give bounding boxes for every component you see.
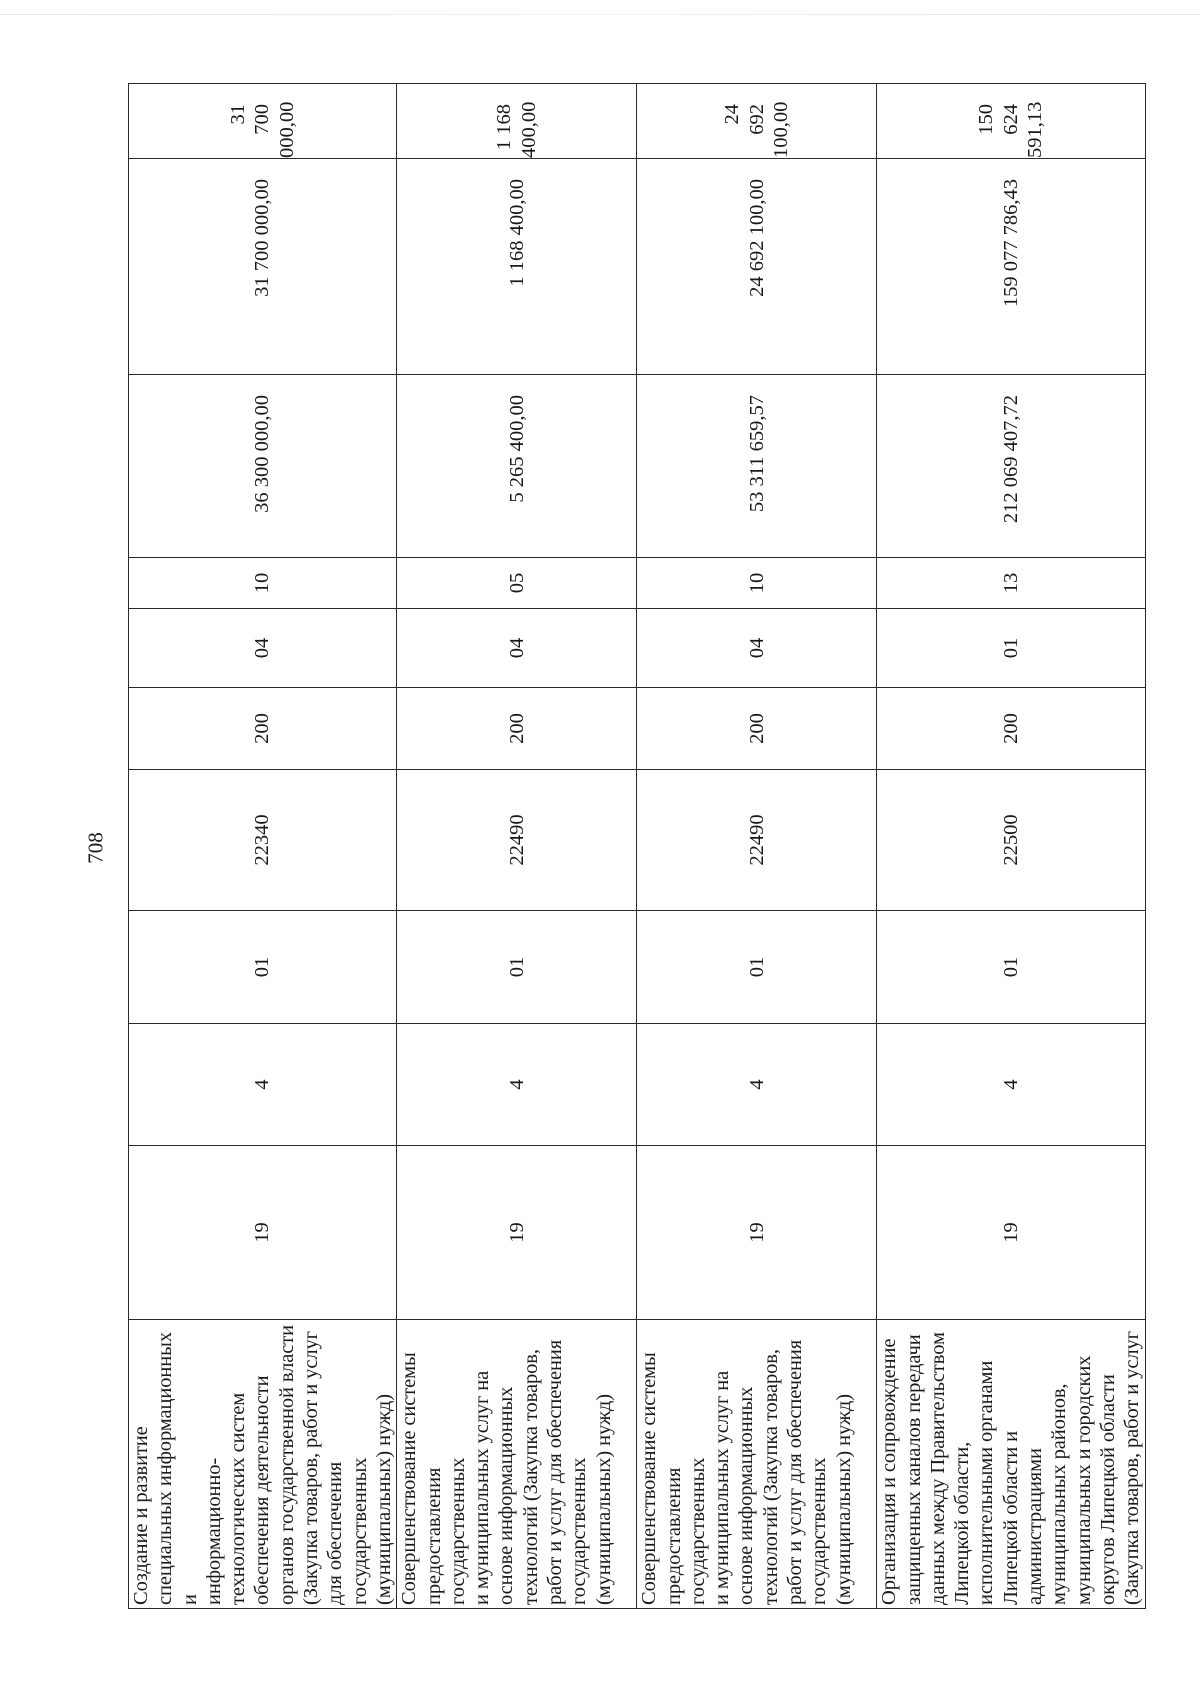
page-number: 708 — [83, 832, 108, 864]
amount-cell: 36 300 000,00 — [129, 375, 397, 558]
row-description — [397, 1320, 637, 1609]
code-cell: 19 — [397, 1146, 637, 1320]
code-cell: 19 — [877, 1146, 1145, 1320]
scan-edge-line — [0, 14, 1200, 15]
code-cell: 200 — [637, 688, 877, 770]
amount-cell: 212 069 407,72 — [877, 375, 1145, 558]
code-cell: 200 — [877, 688, 1145, 770]
table-row — [637, 84, 877, 1609]
code-cell: 22500 — [877, 770, 1145, 911]
code-cell: 10 — [637, 558, 877, 609]
amount-cell: 31 700 000,00 — [129, 84, 397, 159]
code-cell: 4 — [877, 1024, 1145, 1146]
code-cell: 19 — [637, 1146, 877, 1320]
amount-cell: 150 624 591,13 — [877, 84, 1145, 159]
amount-cell: 31 700 000,00 — [129, 159, 397, 375]
amount-cell: 159 077 786,43 — [877, 159, 1145, 375]
amount-cell: 1 168 400,00 — [397, 84, 637, 159]
code-cell: 04 — [129, 609, 397, 688]
description-text: Организация и сопровождение защищенных каналов передачи данных между Правительством Липецкой области, исполнительными органами Липецкой области и администрациями муниципальных районов, муниципальных и городских округов Липецкой области (Закупка товаров, работ и услуг — [878, 1331, 1144, 1605]
code-cell: 4 — [637, 1024, 877, 1146]
code-cell: 22490 — [637, 770, 877, 911]
code-cell: 22340 — [129, 770, 397, 911]
code-cell: 4 — [397, 1024, 637, 1146]
description-text: Создание и развитие специальных информационных и информационно- технологических систем обеспечения деятельности органов государственной власти (Закупка товаров, работ и услуг для обеспечения государственных (муниципальных) нужд) — [130, 1324, 395, 1605]
amount-cell: 24 692 100,00 — [637, 84, 877, 159]
table-body — [129, 84, 1146, 1609]
code-cell: 01 — [129, 911, 397, 1024]
table-row — [397, 84, 637, 1609]
code-cell: 200 — [129, 688, 397, 770]
table-row — [877, 84, 1145, 1609]
code-cell: 01 — [637, 911, 877, 1024]
amount-cell: 1 168 400,00 — [397, 159, 637, 375]
code-cell: 04 — [397, 609, 637, 688]
code-cell: 01 — [397, 911, 637, 1024]
code-cell: 01 — [877, 911, 1145, 1024]
code-cell: 22490 — [397, 770, 637, 911]
budget-table — [128, 83, 1146, 1609]
row-description — [637, 1320, 877, 1609]
row-description — [129, 1320, 397, 1609]
code-cell: 4 — [129, 1024, 397, 1146]
code-cell: 05 — [397, 558, 637, 609]
code-cell: 200 — [397, 688, 637, 770]
code-cell: 19 — [129, 1146, 397, 1320]
code-cell: 01 — [877, 609, 1145, 688]
row-description — [877, 1320, 1145, 1609]
amount-cell: 5 265 400,00 — [397, 375, 637, 558]
code-cell: 04 — [637, 609, 877, 688]
description-text: Совершенствование системы предоставления государственных и муниципальных услуг на основе информационных технологий (Закупка товаров, работ и услуг для обеспечения государственных (муниципальных) нужд) — [638, 1339, 855, 1605]
table-row — [129, 84, 397, 1609]
code-cell: 10 — [129, 558, 397, 609]
description-text: Совершенствование системы предоставления государственных и муниципальных услуг на основе информационных технологий (Закупка товаров, работ и услуг для обеспечения государственных (муниципальных) нужд) — [398, 1339, 615, 1605]
amount-cell: 53 311 659,57 — [637, 375, 877, 558]
code-cell: 13 — [877, 558, 1145, 609]
rotated-table-container — [128, 84, 1144, 1609]
amount-cell: 24 692 100,00 — [637, 159, 877, 375]
